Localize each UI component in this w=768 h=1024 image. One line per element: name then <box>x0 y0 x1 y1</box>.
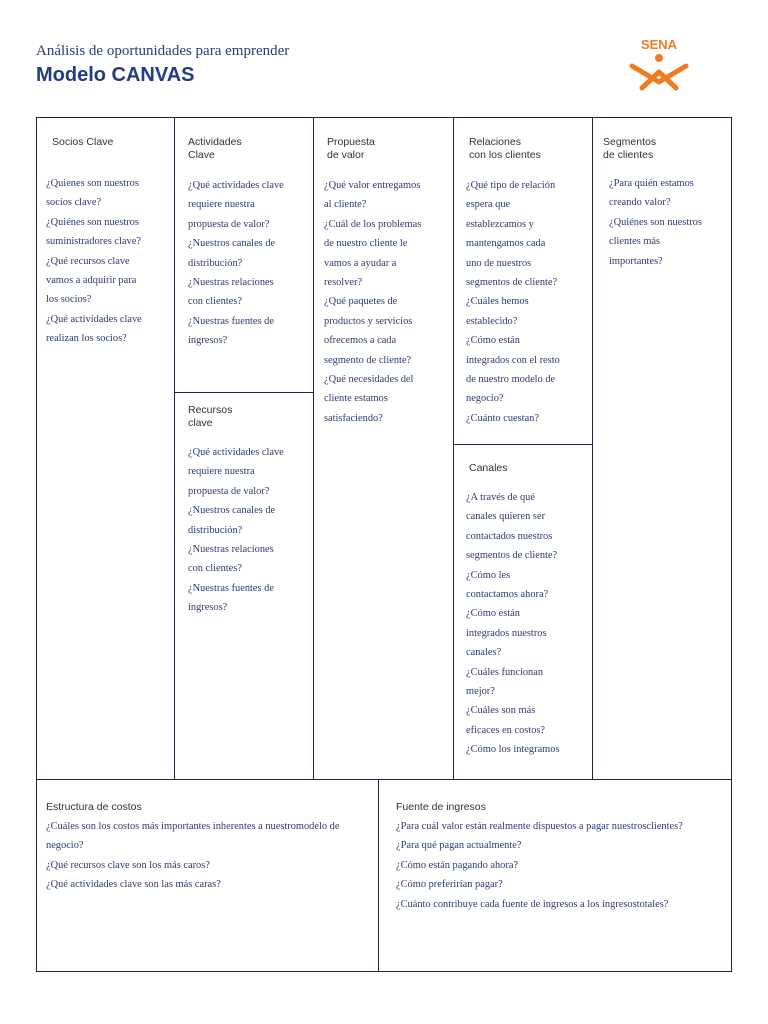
divider <box>37 779 731 780</box>
block-fuente-ingresos <box>396 801 730 914</box>
question: ¿Cuáles son los costos más importantes inherentes a nuestromodelo de negocio? <box>46 821 340 852</box>
question: ¿Qué actividades clave requiere nuestra propuesta de valor? <box>188 180 284 230</box>
question: ¿Nuestras relaciones con clientes? <box>188 544 274 575</box>
canvas-grid <box>36 117 732 972</box>
block-title: Canales <box>469 462 508 474</box>
question: ¿Nuestras relaciones con clientes? <box>188 277 274 308</box>
question: ¿Qué necesidades del cliente estamos satisfaciendo? <box>324 374 414 424</box>
divider <box>453 444 592 445</box>
question: ¿Quiénes son nuestros suministradores clave? <box>46 216 141 248</box>
question: ¿Nuestros canales de distribución? <box>188 238 276 269</box>
question: ¿Qué recursos clave vamos a adquirir para los socios? <box>46 255 137 306</box>
question: ¿Quienes son nuestros socios clave? <box>46 178 139 209</box>
question: ¿Qué actividades clave requiere nuestra propuesta de valor? <box>188 447 284 497</box>
question: ¿Para quién estamos creando valor? <box>609 178 694 209</box>
divider <box>592 118 593 779</box>
document-title: Modelo CANVAS <box>36 64 195 86</box>
divider <box>174 392 313 393</box>
question: ¿Cómo les contactamos ahora? <box>466 569 549 601</box>
question: ¿Qué paquetes de productos y servicios ofrecemos a cada segmento de cliente? <box>324 296 413 366</box>
block-socios-clave <box>46 136 171 349</box>
block-title: Recursos clave <box>188 404 233 429</box>
block-title: Actividades Clave <box>188 136 242 161</box>
question: ¿Para qué pagan actualmente? <box>396 840 522 852</box>
question: ¿Cuánto contribuye cada fuente de ingresos a los ingresostotales? <box>396 898 669 910</box>
divider <box>313 118 314 779</box>
question: ¿A través de qué canales quieren ser contactados nuestros segmentos de cliente? <box>466 492 558 562</box>
block-title: Segmentos de clientes <box>603 136 657 161</box>
block-title: Socios Clave <box>52 136 114 148</box>
block-actividades-clave <box>188 136 310 351</box>
question: ¿Cómo preferirían pagar? <box>396 879 503 891</box>
block-propuesta-de-valor <box>324 136 450 428</box>
block-estructura-costos <box>46 801 366 895</box>
question: ¿Nuestras fuentes de ingresos? <box>188 315 274 347</box>
block-title: Estructura de costos <box>46 801 142 813</box>
question: ¿Qué recursos clave son los más caros? <box>46 859 210 871</box>
document-subtitle: Análisis de oportunidades para emprender <box>36 43 290 59</box>
question: ¿Qué actividades clave realizan los socios? <box>46 313 142 345</box>
question: ¿Cuáles funcionan mejor? <box>466 666 544 698</box>
question: ¿Nuestros canales de distribución? <box>188 505 276 536</box>
sena-logo-mark <box>628 36 690 92</box>
block-relaciones-clientes <box>466 136 590 428</box>
block-title: Propuesta de valor <box>327 136 375 161</box>
block-recursos-clave <box>188 404 310 618</box>
sena-logo <box>628 36 690 92</box>
question: ¿Cuáles hemos establecido? <box>466 296 529 327</box>
block-canales <box>466 462 590 760</box>
block-segmentos-clientes <box>603 136 727 271</box>
question: ¿Cuál de los problemas de nuestro cliente le vamos a ayudar a resolver? <box>324 218 422 289</box>
block-title: Fuente de ingresos <box>396 801 486 813</box>
question: ¿Cómo los integramos <box>466 744 560 756</box>
question: ¿Para cuál valor están realmente dispuestos a pagar nuestrosclientes? <box>396 821 683 832</box>
question: ¿Nuestras fuentes de ingresos? <box>188 582 274 614</box>
question: ¿Qué actividades clave son las más caras? <box>46 879 221 891</box>
question: ¿Qué tipo de relación espera que establezcamos y mantengamos cada uno de nuestros segmentos de cliente? <box>466 180 558 289</box>
question: ¿Qué valor entregamos al cliente? <box>324 180 421 211</box>
question: ¿Cómo están pagando ahora? <box>396 859 519 871</box>
question: ¿Cuánto cuestan? <box>466 412 539 424</box>
block-title: Relaciones con los clientes <box>469 136 541 161</box>
svg-text:SENA: SENA <box>640 37 678 52</box>
question: ¿Cómo están integrados con el resto de nuestro modelo de negocio? <box>466 335 560 405</box>
divider <box>378 779 379 971</box>
question: ¿Quiénes son nuestros clientes más importantes? <box>609 216 702 267</box>
question: ¿Cómo están integrados nuestros canales? <box>466 608 547 659</box>
question: ¿Cuáles son más eficaces en costos? <box>466 705 546 736</box>
divider <box>453 118 454 779</box>
divider <box>174 118 175 779</box>
